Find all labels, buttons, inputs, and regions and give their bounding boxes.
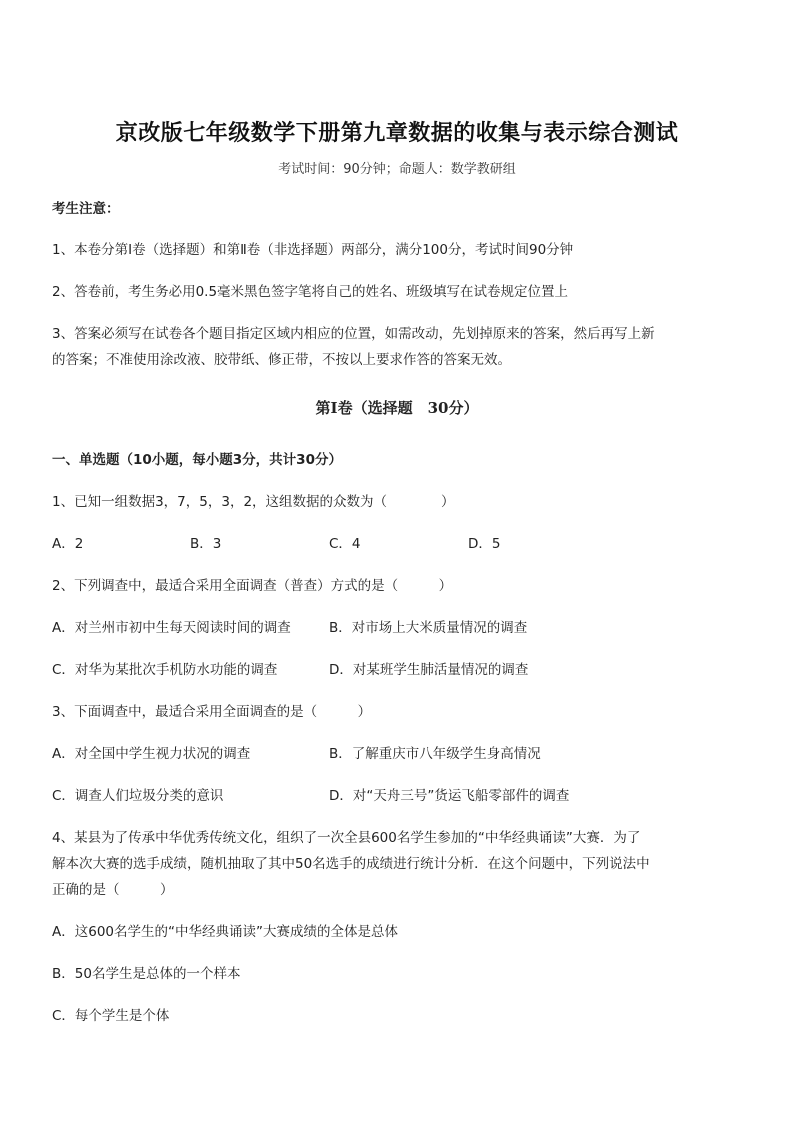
question-2-option-d: D．对某班学生肺活量情况的调查 [329,662,529,678]
question-2-option-c: C．对华为某批次手机防水功能的调查 [52,662,278,678]
question-3-stem: 3、下面调查中，最适合采用全面调查的是（ ） [52,704,372,720]
question-3-option-d: D．对“天舟三号”货运飞船零部件的调查 [329,788,570,804]
notice-item: 的答案；不准使用涂改液、胶带纸、修正带，不按以上要求作答的答案无效。 [52,352,511,368]
question-1-option-c: C．4 [329,536,361,552]
question-3-option-c: C．调查人们垃圾分类的意识 [52,788,224,804]
page-title: 京改版七年级数学下册第九章数据的收集与表示综合测试 [115,120,679,146]
question-4-stem-line: 正确的是（ ） [52,882,174,898]
section-title: 第Ⅰ卷（选择题 30分） [315,399,479,417]
notice-item: 2、答卷前，考生务必用0.5毫米黑色签字笔将自己的姓名、班级填写在试卷规定位置上 [52,284,569,300]
part-heading: 一、单选题（10小题，每小题3分，共计30分） [52,452,342,468]
question-2-option-a: A．对兰州市初中生每天阅读时间的调查 [52,620,291,636]
notice-heading: 考生注意： [52,201,120,217]
question-1-option-a: A．2 [52,536,84,552]
notice-item: 1、本卷分第Ⅰ卷（选择题）和第Ⅱ卷（非选择题）两部分，满分100分，考试时间90分钟 [52,242,574,258]
question-1-option-b: B．3 [190,536,222,552]
question-3-option-b: B．了解重庆市八年级学生身高情况 [329,746,541,762]
question-4-option-b: B．50名学生是总体的一个样本 [52,966,241,982]
question-4-stem-line: 解本次大赛的选手成绩，随机抽取了其中50名选手的成绩进行统计分析．在这个问题中，下列说法中 [52,856,650,872]
question-1-option-d: D．5 [468,536,501,552]
question-4-option-c: C．每个学生是个体 [52,1008,170,1024]
question-3-option-a: A．对全国中学生视力状况的调查 [52,746,251,762]
notice-item: 3、答案必须写在试卷各个题目指定区域内相应的位置，如需改动，先划掉原来的答案，然后再写上新 [52,326,655,342]
question-1-stem: 1、已知一组数据3，7，5，3，2，这组数据的众数为（ ） [52,494,455,510]
question-2-stem: 2、下列调查中，最适合采用全面调查（普查）方式的是（ ） [52,578,453,594]
question-2-option-b: B．对市场上大米质量情况的调查 [329,620,528,636]
question-4-stem-line: 4、某县为了传承中华优秀传统文化，组织了一次全县600名学生参加的“中华经典诵读”大赛．为了 [52,830,641,846]
exam-info: 考试时间：90分钟；命题人：数学教研组 [278,162,516,177]
question-4-option-a: A．这600名学生的“中华经典诵读”大赛成绩的全体是总体 [52,924,398,940]
